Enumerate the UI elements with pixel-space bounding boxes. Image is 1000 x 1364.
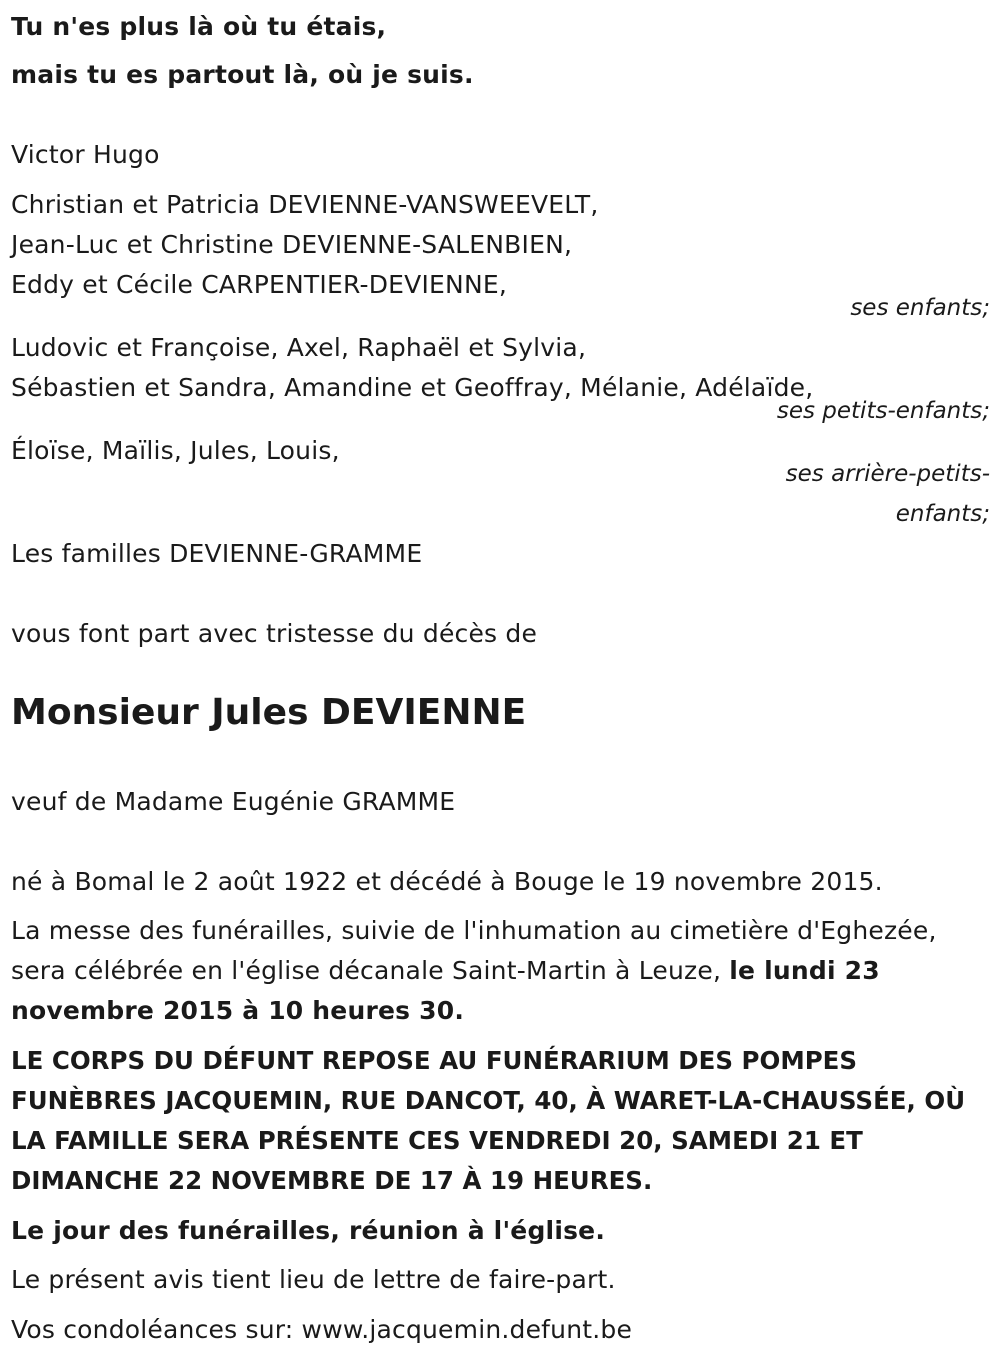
- families: Les familles DEVIENNE-GRAMME: [11, 539, 423, 568]
- faire-part-notice: Le présent avis tient lieu de lettre de faire-part.: [11, 1265, 616, 1294]
- great-grandchildren-role-1: ses arrière-petits-: [785, 461, 990, 487]
- mass-line-2: [11, 956, 880, 986]
- funeral-day-note: Le jour des funérailles, réunion à l'église.: [11, 1216, 606, 1245]
- great-grandchild-name: Éloïse, Maïlis, Jules, Louis,: [11, 436, 340, 465]
- child-name: Jean-Luc et Christine DEVIENNE-SALENBIEN,: [11, 230, 573, 259]
- birth-death-dates: né à Bomal le 2 août 1922 et décédé à Bouge le 19 novembre 2015.: [11, 867, 883, 896]
- deceased-name: Monsieur Jules DEVIENNE: [11, 692, 527, 733]
- child-name: Christian et Patricia DEVIENNE-VANSWEEVELT,: [11, 190, 599, 219]
- mass-date-start: le lundi 23: [729, 956, 880, 985]
- announcement: vous font part avec tristesse du décès de: [11, 619, 538, 648]
- quote-author: Victor Hugo: [11, 140, 160, 169]
- mass-location: sera célébrée en l'église décanale Saint-Martin à Leuze,: [11, 956, 730, 985]
- viewing-notice: LE CORPS DU DÉFUNT REPOSE AU FUNÉRARIUM DES POMPES FUNÈBRES JACQUEMIN, RUE DANCOT, 40, À WARET-LA-CHAUSSÉE, OÙ LA FAMILLE SERA PRÉSENTE CES VENDREDI 20, SAMEDI 21 ET DIMANCHE 22 NOVEMBRE DE 17 À 19 HEURES.: [11, 1046, 966, 1195]
- mass-line-1: La messe des funérailles, suivie de l'inhumation au cimetière d'Eghezée,: [11, 916, 937, 945]
- great-grandchildren-role-2: enfants;: [895, 501, 990, 527]
- mass-date-time: novembre 2015 à 10 heures 30.: [11, 996, 465, 1025]
- condolences-link[interactable]: Vos condoléances sur: www.jacquemin.defunt.be: [11, 1315, 633, 1344]
- widower-of: veuf de Madame Eugénie GRAMME: [11, 787, 456, 816]
- children-role: ses enfants;: [850, 295, 990, 321]
- grandchild-name: Sébastien et Sandra, Amandine et Geoffray, Mélanie, Adélaïde,: [11, 373, 814, 402]
- grandchildren-role: ses petits-enfants;: [776, 398, 990, 424]
- quote-line-2: mais tu es partout là, où je suis.: [11, 60, 474, 89]
- grandchild-name: Ludovic et Françoise, Axel, Raphaël et Sylvia,: [11, 333, 587, 362]
- child-name: Eddy et Cécile CARPENTIER-DEVIENNE,: [11, 270, 507, 299]
- quote-line-1: Tu n'es plus là où tu étais,: [11, 12, 387, 41]
